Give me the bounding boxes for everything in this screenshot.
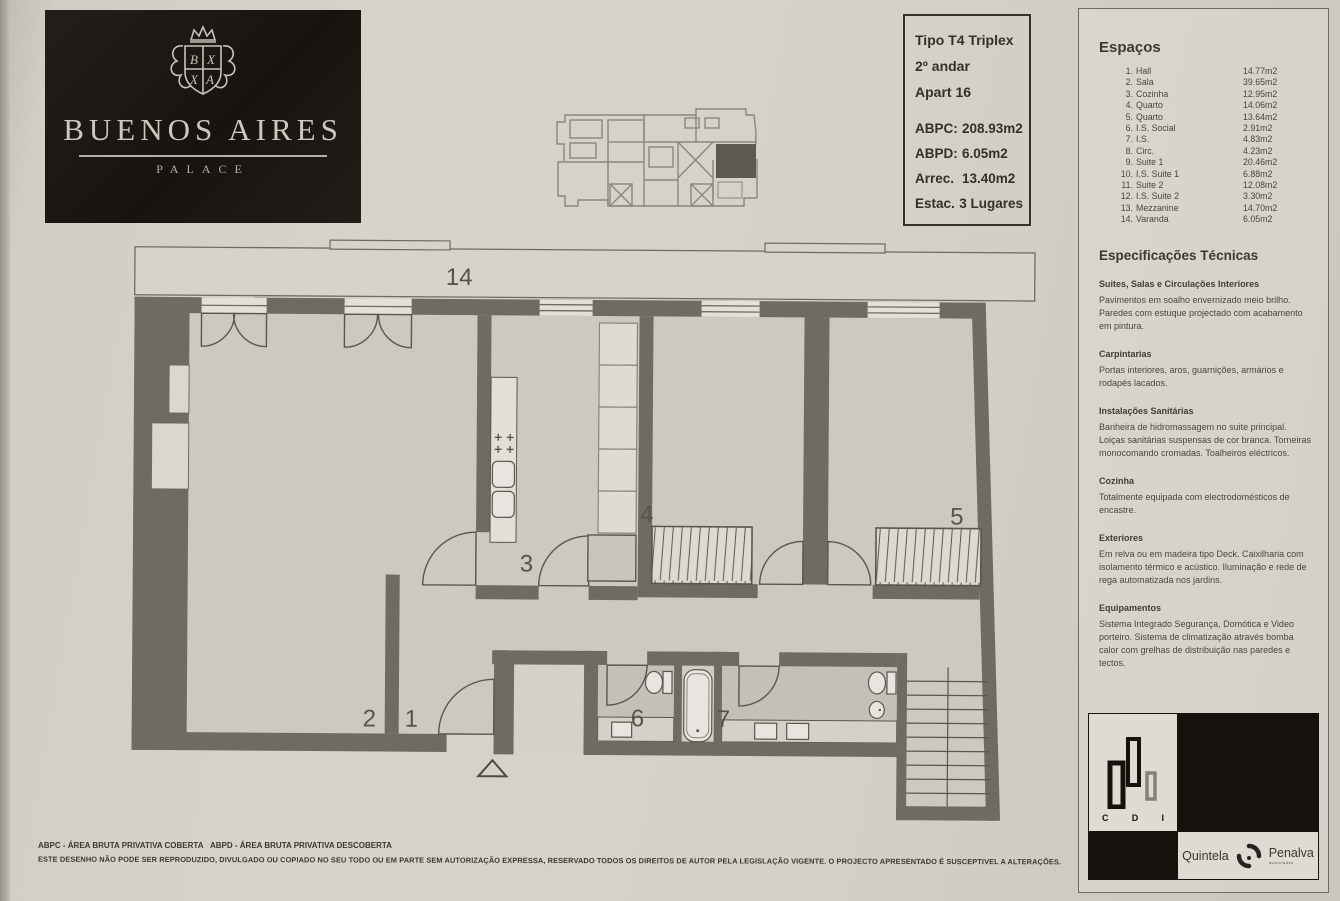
svg-text:B: B: [190, 52, 198, 67]
spec-body: Sistema Integrado Segurança, Domótica e Video porteiro. Sistema de climatização através bomba calor com grelhas de distribuição nas paredes e tectos.: [1099, 618, 1294, 668]
unit-type: Tipo T4 Triplex: [915, 32, 1014, 48]
space-area: 4.83m2: [1243, 134, 1273, 145]
cdi-mark-icon: [1100, 737, 1166, 809]
space-area: 14.70m2: [1243, 202, 1278, 213]
space-area: 2.91m2: [1243, 123, 1273, 134]
space-area: 20.46m2: [1243, 157, 1278, 168]
logo-box: [45, 10, 361, 223]
spec-body: Totalmente equipada com electrodomésticos de encastre.: [1099, 491, 1290, 515]
cdi-letter-d: D: [1131, 813, 1139, 823]
space-row: [1113, 203, 1309, 214]
space-row: [1113, 66, 1309, 77]
space-name: Mezzanine: [1136, 202, 1179, 213]
agency-subtitle: associados: [1268, 860, 1294, 865]
space-name: Suite 1: [1136, 157, 1164, 168]
space-area: 14.06m2: [1243, 100, 1278, 111]
space-row: [1113, 191, 1309, 202]
space-name: Sala: [1136, 77, 1154, 88]
logo-divider: [79, 155, 327, 157]
spec-body: Banheira de hidromassagem no suite principal. Loiças sanitárias suspensas de cor branca. Torneiras monocomando cromadas. Toalheiros eléctricos.: [1099, 421, 1311, 458]
spaces-list: [1113, 66, 1309, 226]
space-num: 5.: [1125, 111, 1133, 122]
entrance-triangle: [478, 760, 506, 776]
metric-row: [915, 166, 1023, 191]
agency-name-2: Penalva: [1268, 846, 1314, 860]
floor-plan: [116, 235, 1082, 844]
svg-text:X: X: [190, 72, 198, 87]
space-name: Hall: [1136, 66, 1152, 76]
metric-label: Estac.: [915, 196, 955, 211]
spec-section: [1099, 603, 1314, 670]
space-name: Varanda: [1136, 214, 1169, 225]
unit-apartment: Apart 16: [915, 84, 972, 100]
room-label-quarto-4: 4: [640, 501, 654, 529]
agency-logo: [1178, 832, 1318, 879]
space-num: 3.: [1125, 88, 1133, 99]
cdi-logo: [1089, 714, 1177, 831]
space-row: [1113, 180, 1309, 191]
space-num: 8.: [1125, 145, 1133, 156]
branding-black-panel: [1178, 714, 1318, 831]
space-row: [1113, 77, 1309, 88]
spec-section: [1099, 279, 1314, 333]
space-name: I.S.: [1136, 134, 1150, 145]
space-row: [1113, 134, 1309, 145]
space-num: 7.: [1125, 134, 1133, 145]
space-num: 6.: [1125, 123, 1133, 134]
title-box: [903, 14, 1031, 226]
room-label-is: 7: [716, 705, 731, 733]
cdi-letter-c: C: [1102, 813, 1109, 823]
space-name: Suite 2: [1136, 180, 1164, 191]
space-area: 13.64m2: [1243, 111, 1278, 122]
room-label-sala: 2: [362, 705, 377, 733]
space-area: 4.23m2: [1243, 145, 1273, 156]
unit-floor: 2º andar: [915, 58, 970, 74]
spec-section: [1099, 406, 1314, 460]
svg-text:X: X: [207, 52, 215, 67]
key-plan-image: [548, 100, 770, 228]
exterior-notch: [513, 664, 584, 754]
space-name: I.S. Suite 2: [1136, 191, 1180, 202]
spec-heading: Carpintarias: [1099, 348, 1152, 359]
space-num: 1.: [1125, 66, 1133, 76]
logo-name-text: BUENOS AIRES: [63, 112, 343, 147]
space-num: 11.: [1121, 180, 1133, 191]
space-name: Quarto: [1136, 100, 1163, 111]
space-row: [1113, 146, 1309, 157]
footer-abpd-definition: ABPD - ÁREA BRUTA PRIVATIVA DESCOBERTA: [210, 841, 392, 850]
room-label-hall: 1: [404, 705, 419, 733]
space-area: 3.30m2: [1243, 191, 1273, 202]
space-num: 9.: [1125, 157, 1133, 168]
spec-body: Em relva ou em madeira tipo Deck. Caixilharia com isolamento térmico e acústico. Iluminação e rede de rega automatizada nos jardins.: [1099, 548, 1307, 585]
space-row: [1113, 100, 1309, 111]
space-area: 6.88m2: [1243, 168, 1273, 179]
space-row: [1113, 112, 1309, 123]
svg-text:A: A: [206, 72, 214, 87]
space-name: Quarto: [1136, 111, 1163, 122]
space-num: 14.: [1120, 214, 1133, 225]
space-area: 12.95m2: [1243, 88, 1278, 99]
metric-label: Arrec.: [915, 171, 955, 186]
spec-heading: Instalações Sanitárias: [1099, 405, 1194, 416]
unit-metrics: [915, 116, 1023, 216]
agency-name-1: Quintela: [1182, 848, 1229, 863]
balcony: [135, 239, 1035, 301]
spec-sidebar: [1078, 8, 1329, 893]
space-area: 14.77m2: [1243, 66, 1278, 76]
space-area: 39.65m2: [1243, 77, 1278, 88]
room-label-cozinha: 3: [519, 550, 534, 578]
spec-body: Portas interiores, aros, guarnições, armários e rodapés lacados.: [1099, 364, 1284, 388]
space-num: 4.: [1125, 100, 1133, 111]
branding-block: [1088, 713, 1319, 880]
space-row: [1113, 214, 1309, 225]
metric-value: 3 Lugares: [959, 196, 1023, 211]
space-row: [1113, 89, 1309, 100]
space-num: 12.: [1120, 191, 1133, 202]
metric-label: ABPD:: [915, 146, 958, 161]
specs-title: Especificações Técnicas: [1099, 247, 1259, 263]
spec-heading: Suites, Salas e Circulações Interiores: [1099, 278, 1260, 289]
cdi-letters: [1102, 813, 1164, 823]
space-num: 10.: [1120, 168, 1133, 179]
spec-heading: Exteriores: [1099, 532, 1144, 543]
agency-swirl-icon: [1236, 843, 1262, 869]
space-area: 6.05m2: [1243, 214, 1273, 225]
footer-disclaimer: ESTE DESENHO NÃO PODE SER REPRODUZIDO, DIVULGADO OU COPIADO NO SEU TODO OU EM PARTE SEM AUTORIZAÇÃO EXPRESSA, RESERVADO TODOS OS DIREITOS DE AUTOR PELA LEGISLAÇÃO VIGENTE. O PROJECTO APRESENTADO É SUSCEPTIVEL A ALTERAÇÕES.: [37, 854, 1062, 867]
branding-black-panel: [1089, 832, 1177, 879]
metric-row: [915, 191, 1023, 216]
metric-row: [915, 141, 1023, 166]
space-num: 2.: [1125, 77, 1133, 88]
space-name: Circ.: [1136, 145, 1155, 156]
metric-value: 6.05m2: [962, 146, 1008, 161]
cdi-letter-i: I: [1161, 813, 1164, 823]
space-num: 13.: [1120, 202, 1133, 213]
footer-abpc-definition: ABPC - ÁREA BRUTA PRIVATIVA COBERTA: [38, 841, 204, 850]
logo-title: [63, 112, 343, 148]
spec-body: Pavimentos em soalho envernizado meio brilho. Paredes com estuque projectado com acabamento em pintura.: [1099, 294, 1303, 331]
space-area: 12.08m2: [1243, 180, 1278, 191]
metric-value: 208.93m2: [962, 121, 1023, 136]
spaces-title: Espaços: [1099, 39, 1161, 56]
key-plan-unit-highlight: [716, 144, 756, 178]
space-row: [1113, 123, 1309, 134]
logo-subtitle: PALACE: [156, 162, 250, 176]
metric-row: [915, 116, 1023, 141]
room-label-is-social: 6: [630, 705, 645, 733]
spec-heading: Equipamentos: [1099, 602, 1162, 613]
crest-icon: [143, 24, 263, 110]
space-name: Cozinha: [1136, 88, 1169, 99]
room-label-varanda: 14: [445, 263, 473, 292]
space-name: I.S. Suite 1: [1136, 168, 1180, 179]
spec-heading: Cozinha: [1099, 475, 1134, 486]
metric-label: ABPC:: [915, 121, 958, 136]
space-row: [1113, 169, 1309, 180]
spec-section: [1099, 533, 1314, 587]
metric-value: 13.40m2: [962, 171, 1016, 186]
space-row: [1113, 157, 1309, 168]
space-name: I.S. Social: [1136, 123, 1176, 134]
room-label-quarto-5: 5: [950, 503, 964, 531]
spec-section: [1099, 349, 1314, 390]
spec-section: [1099, 476, 1314, 517]
